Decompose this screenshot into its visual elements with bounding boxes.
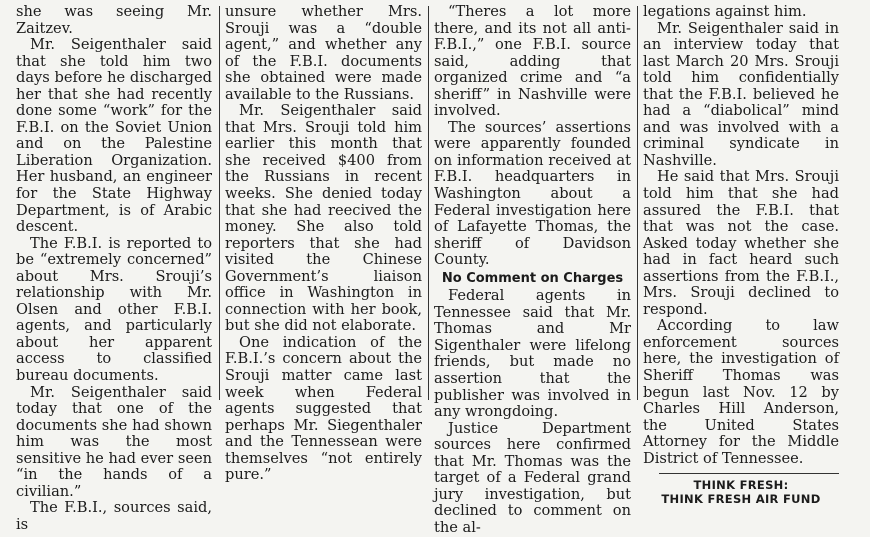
paragraph: Mr. Seigenthaler said that she told him two days before he discharged her that she had recently done some “work” for the F.B.I. on the Soviet Union and on the Palestine Liberation Organization. Her husband, an engineer for the State Highway Department, is of Arabic descent. bbox=[16, 36, 212, 236]
ad-line-1: THINK FRESH: bbox=[693, 478, 789, 493]
column-divider bbox=[428, 6, 429, 400]
paragraph: He said that Mrs. Srouji told him that she had assured the F.B.I. that that was not the case. Asked today whether she had in fact heard such assertions from the F.B.I., Mrs. Srouji declined to respond. bbox=[643, 168, 839, 318]
paragraph: legations against him. bbox=[643, 3, 807, 20]
paragraph: The sources’ assertions were apparently founded on information received at F.B.I. headquarters in Washington about a Federal investigation here of Lafayette Thomas, the sheriff of Davidson County. bbox=[434, 118, 631, 269]
paragraph: The F.B.I., sources said, is bbox=[16, 499, 212, 533]
paragraph: According to law enforcement sources here, the investigation of Sheriff Thomas was begun last Nov. 12 by Charles Hill Anderson, the United States Attorney for the Middle District of Tennessee. bbox=[643, 317, 839, 467]
article-column-1 bbox=[16, 4, 212, 534]
paragraph: unsure whether Mrs. Srouji was a “double agent,” and whether any of the F.B.I. documents she obtained were made available to the Russians. bbox=[225, 3, 422, 103]
paragraph: Mr. Seigenthaler said in an interview today that last March 20 Mrs. Srouji told him confidentially that the F.B.I. believed he had a “diabolical” mind and was involved with a criminal syndicate in Nashville. bbox=[643, 19, 839, 169]
fresh-air-fund-ad bbox=[643, 479, 839, 506]
paragraph: Justice Department sources here confirmed that Mr. Thomas was the target of a Federal grand jury investigation, but declined to comment on the al- bbox=[434, 419, 631, 536]
column-divider bbox=[637, 6, 638, 400]
ad-divider bbox=[659, 473, 839, 474]
paragraph: Mr. Seigenthaler said that Mrs. Srouji told him earlier this month that she received $400 from the Russians in recent weeks. She denied today that she had reecived the money. She also told reporters that she had visited the Chinese Government’s liaison office in Washington in connection with her book, but she did not elaborate. bbox=[225, 102, 422, 335]
paragraph: The F.B.I. is reported to be “extremely concerned” about Mrs. Srouji’s relationship with Mr. Olsen and other F.B.I. agents, and particularly about her apparent access to classified bureau documents. bbox=[16, 234, 212, 385]
article-column-3 bbox=[434, 4, 631, 537]
paragraph: she was seeing Mr. Zaitzev. bbox=[16, 3, 212, 37]
column-divider bbox=[219, 6, 220, 400]
ad-line-2: THINK FRESH AIR FUND bbox=[661, 491, 821, 506]
paragraph: Federal agents in Tennessee said that Mr. Thomas and Mr Sigenthaler were lifelong friends, but made no assertion that the publisher was involved in any wrongdoing. bbox=[434, 287, 631, 421]
article-column-2 bbox=[225, 4, 422, 484]
paragraph: One indication of the F.B.I.’s concern about the Srouji matter came last week when Federal agents suggested that perhaps Mr. Siegenthaler and the Tennessean were themselves “not entirely pure.” bbox=[225, 333, 422, 484]
paragraph: “Theres a lot more there, and its not all anti-F.B.I.,” one F.B.I. source said, adding that organized crime and “a sheriff” in Nashville were involved. bbox=[434, 3, 631, 120]
paragraph: Mr. Seigenthaler said today that one of the documents she had shown him was the most sensitive he had ever seen “in the hands of a civilian.” bbox=[16, 383, 212, 500]
subheading: No Comment on Charges bbox=[441, 270, 624, 286]
article-column-4 bbox=[643, 4, 839, 506]
